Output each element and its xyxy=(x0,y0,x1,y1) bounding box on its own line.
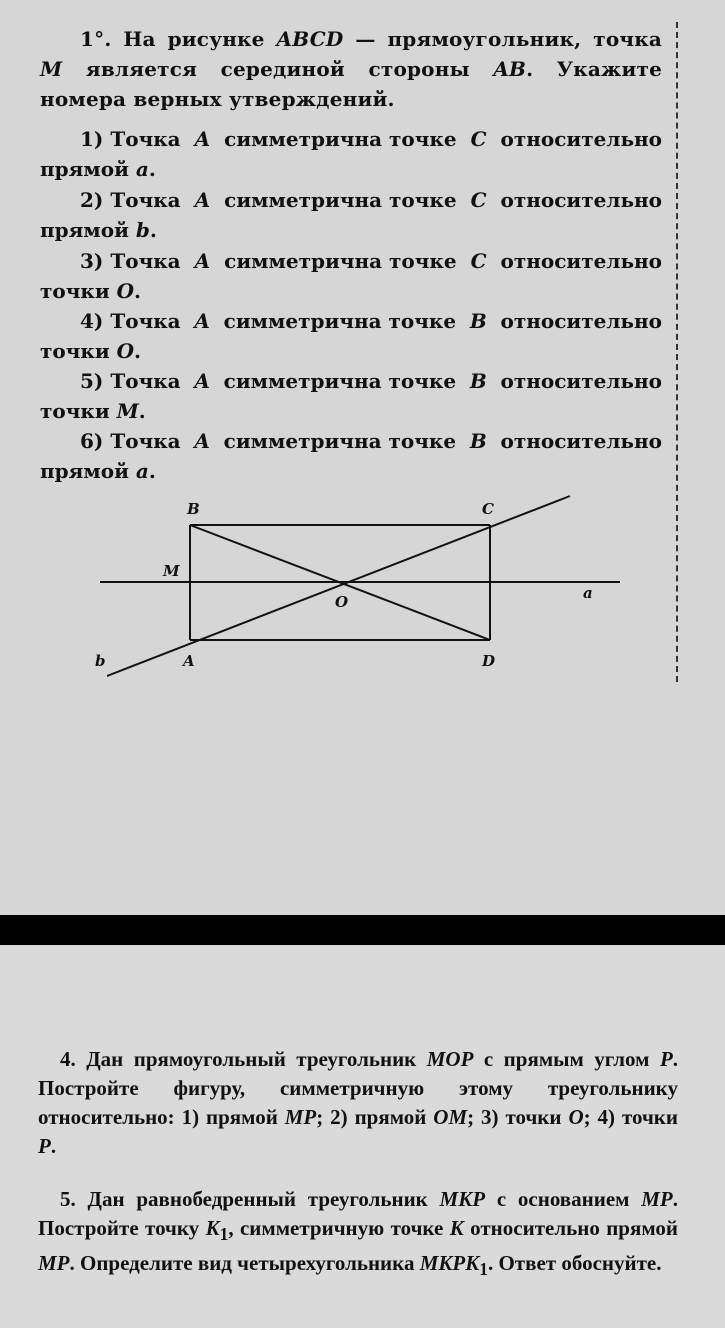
statement-tail: относительно xyxy=(500,249,662,273)
statement-point: B xyxy=(469,309,487,333)
statement-point: A xyxy=(194,429,210,453)
task5-subscript: 1 xyxy=(479,1259,488,1280)
task1-intro-text: — прямоугольник, точка xyxy=(343,27,663,51)
task5-line: MP xyxy=(38,1251,70,1276)
statement-1 xyxy=(40,124,662,184)
statement-object: прямой xyxy=(40,157,129,181)
statement-lead: 4) Точка xyxy=(80,309,181,333)
task4-text: с прямым углом xyxy=(473,1047,660,1071)
statement-point: A xyxy=(194,369,210,393)
task4-text: Дан прямоугольный треугольник xyxy=(75,1047,427,1071)
label-o: O xyxy=(335,593,349,611)
statement-period: . xyxy=(134,339,142,363)
task5-point-k1: K xyxy=(205,1216,220,1240)
statement-object-name: M xyxy=(116,399,139,423)
statement-object: прямой xyxy=(40,459,129,483)
task4-paragraph xyxy=(38,1045,678,1161)
statement-object: точки xyxy=(40,399,110,423)
task4-point: P xyxy=(659,1047,673,1071)
task4-text: ; 2) прямой xyxy=(316,1105,434,1129)
statement-lead: 2) Точка xyxy=(80,188,181,212)
task5-text: Дан равнобедренный треугольник xyxy=(75,1187,440,1211)
statement-point: C xyxy=(470,249,487,273)
statement-6 xyxy=(40,426,662,486)
statement-object-name: b xyxy=(135,218,150,242)
task4-triangle: MOP xyxy=(426,1047,474,1071)
rectangle-figure xyxy=(95,490,635,680)
statement-5 xyxy=(40,366,662,426)
task4-line: OM xyxy=(433,1105,468,1129)
statement-4 xyxy=(40,306,662,366)
statement-lead: 1) Точка xyxy=(80,127,181,151)
statement-tail: относительно xyxy=(500,127,662,151)
statement-lead: 6) Точка xyxy=(80,429,181,453)
statement-point: A xyxy=(194,309,210,333)
line-b xyxy=(107,496,570,676)
task5-base: MP xyxy=(641,1187,673,1211)
statement-point: A xyxy=(194,127,211,151)
statement-tail: относительно xyxy=(500,309,662,333)
task5-subscript: 1 xyxy=(219,1224,229,1245)
statement-point: A xyxy=(194,249,211,273)
statement-tail: относительно xyxy=(500,188,662,212)
statement-tail: относительно xyxy=(500,429,662,453)
statement-period: . xyxy=(148,157,156,181)
task5-paragraph xyxy=(38,1185,678,1284)
statement-tail: относительно xyxy=(500,369,662,393)
task1-intro xyxy=(40,24,662,114)
task5-point-k: K xyxy=(449,1216,464,1240)
statement-object: точки xyxy=(40,279,110,303)
statement-mid: симметрична точке xyxy=(224,127,457,151)
task5-text: . Постройте точку xyxy=(38,1187,678,1240)
statement-object: прямой xyxy=(40,218,129,242)
task4-number: 4. xyxy=(60,1047,76,1071)
statement-point: C xyxy=(470,127,487,151)
task4-text: ; 4) точки xyxy=(583,1105,678,1129)
task4-point: P xyxy=(38,1134,51,1158)
statement-object: точки xyxy=(40,339,110,363)
task5-text: , симметричную точке xyxy=(228,1216,450,1240)
statement-mid: симметрична точке xyxy=(223,369,457,393)
task5-text: относительно прямой xyxy=(463,1216,678,1240)
task1-intro-text: На рисунке xyxy=(111,27,277,51)
statement-object-name: O xyxy=(116,279,135,303)
label-m: M xyxy=(163,562,180,580)
statement-3 xyxy=(40,246,662,306)
margin-cut-line xyxy=(676,22,678,682)
black-divider-bar xyxy=(0,915,725,945)
label-b: B xyxy=(187,500,200,518)
statement-mid: симметрична точке xyxy=(224,249,457,273)
task1-number: 1°. xyxy=(80,27,112,51)
task1-rect-name: ABCD xyxy=(276,27,344,51)
statement-period: . xyxy=(148,459,156,483)
statement-object-name: O xyxy=(116,339,135,363)
task4-text: ; 3) точки xyxy=(467,1105,569,1129)
task5-triangle: MKP xyxy=(439,1187,486,1211)
task1-intro-text: . Укажите номера верных утверждений. xyxy=(40,57,662,111)
task4-text: . Постройте фигуру, симметричную этому треугольнику относительно: 1) прямой xyxy=(38,1047,679,1129)
task4-line: MP xyxy=(284,1105,317,1129)
task5-number: 5. xyxy=(60,1187,76,1211)
task5-text: с основанием xyxy=(485,1187,642,1211)
label-b-line: b xyxy=(95,652,106,670)
statement-mid: симметрична точке xyxy=(223,429,457,453)
statement-lead: 3) Точка xyxy=(80,249,181,273)
statement-period: . xyxy=(134,279,142,303)
task1-intro-text: является серединой стороны xyxy=(62,57,494,81)
task5-text: . Ответ обоснуйте. xyxy=(487,1251,662,1276)
task4-point: O xyxy=(568,1105,584,1129)
statement-object-name: a xyxy=(135,459,149,483)
label-a-line: a xyxy=(583,584,593,602)
label-c: C xyxy=(482,500,494,518)
task1-point-m: M xyxy=(40,57,63,81)
statement-period: . xyxy=(149,218,157,242)
label-a: A xyxy=(183,652,195,670)
statement-mid: симметрична точке xyxy=(224,188,457,212)
statement-object-name: a xyxy=(135,157,149,181)
task4-text: . xyxy=(50,1134,57,1158)
statement-point: C xyxy=(470,188,487,212)
statement-mid: симметрична точке xyxy=(223,309,457,333)
task1-side-ab: AB xyxy=(493,57,527,81)
statement-point: B xyxy=(469,429,487,453)
statement-point: B xyxy=(469,369,487,393)
task5-quadrilateral: MKPK xyxy=(419,1251,480,1276)
statement-period: . xyxy=(138,399,146,423)
statement-2 xyxy=(40,185,662,245)
label-d: D xyxy=(482,652,496,670)
statement-point: A xyxy=(194,188,211,212)
statement-lead: 5) Точка xyxy=(80,369,181,393)
task5-text: . Определите вид четырехугольника xyxy=(69,1251,420,1276)
